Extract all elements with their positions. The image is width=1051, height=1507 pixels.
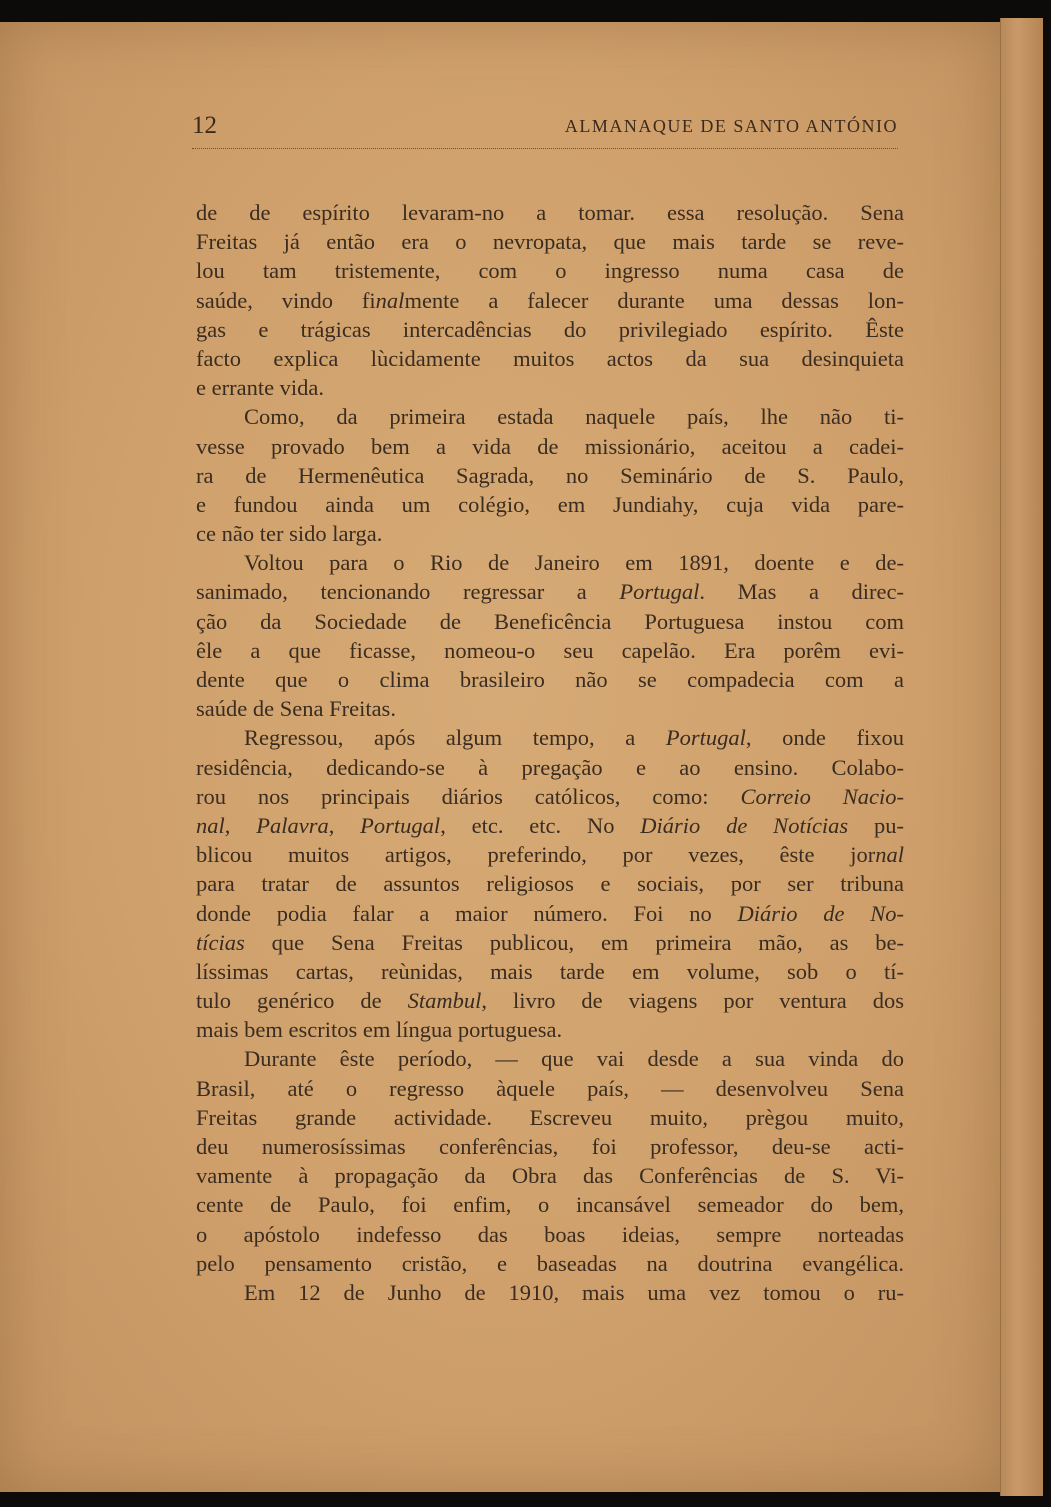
text-line: Regressou, após algum tempo, a Portugal, onde fixou [244, 725, 904, 751]
text-line: blicou muitos artigos, preferindo, por vezes, êste jornal [196, 842, 904, 868]
text-line: vamente à propagação da Obra das Conferências de S. Vi- [196, 1163, 904, 1189]
text-line: sanimado, tencionando regressar a Portugal. Mas a direc- [196, 579, 904, 605]
text-line: e fundou ainda um colégio, em Jundiahy, cuja vida pare- [196, 491, 904, 517]
text-line: para tratar de assuntos religiosos e sociais, por ser tribuna [196, 871, 904, 897]
page-header [192, 108, 898, 142]
text-line: e errante vida. [196, 375, 325, 401]
text-line: mais bem escritos em língua portuguesa. [196, 1017, 563, 1043]
text-line: Freitas já então era o nevropata, que mais tarde se reve- [196, 229, 904, 255]
header-rule [192, 148, 898, 149]
text-line: Em 12 de Junho de 1910, mais uma vez tomou o ru- [244, 1279, 904, 1305]
text-line: saúde, vindo finalmente a falecer durante uma dessas lon- [196, 287, 904, 313]
text-line: Durante êste período, — que vai desde a sua vinda do [244, 1046, 904, 1072]
page-number: 12 [192, 112, 217, 139]
text-line: êle a que ficasse, nomeou-o seu capelão. Era porêm evi- [196, 637, 904, 663]
running-title: ALMANAQUE DE SANTO ANTÓNIO [564, 116, 898, 136]
text-line: ra de Hermenêutica Sagrada, no Seminário de S. Paulo, [196, 462, 904, 488]
text-line: gas e trágicas intercadências do privilegiado espírito. Êste [196, 316, 904, 342]
text-line: ce não ter sido larga. [196, 521, 383, 547]
text-line: dente que o clima brasileiro não se compadecia com a [196, 667, 904, 692]
text-line: tulo genérico de Stambul, livro de viagens por ventura dos [196, 988, 904, 1014]
page-edge [1000, 18, 1043, 1496]
text-line: rou nos principais diários católicos, como: Correio Nacio- [196, 783, 904, 809]
text-line: vesse provado bem a vida de missionário, aceitou a cadei- [196, 433, 904, 459]
text-line: Brasil, até o regresso àquele país, — desenvolveu Sena [196, 1075, 904, 1101]
text-line: saúde de Sena Freitas. [196, 696, 396, 722]
text-line: o apóstolo indefesso das boas ideias, sempre norteadas [196, 1221, 904, 1247]
text-line: líssimas cartas, reùnidas, mais tarde em volume, sob o tí- [196, 958, 904, 984]
text-line: tícias que Sena Freitas publicou, em primeira mão, as be- [196, 929, 904, 955]
text-line: lou tam tristemente, com o ingresso numa casa de [196, 258, 904, 284]
text-line: ção da Sociedade de Beneficência Portuguesa instou com [196, 608, 904, 634]
text-line: donde podia falar a maior número. Foi no Diário de No- [196, 900, 904, 926]
text-line: Como, da primeira estada naquele país, lhe não ti- [244, 404, 904, 430]
text-line: residência, dedicando-se à pregação e ao ensino. Colabo- [196, 754, 904, 780]
text-line: nal, Palavra, Portugal, etc. etc. No Diário de Notícias pu- [196, 812, 905, 838]
text-line: Voltou para o Rio de Janeiro em 1891, doente e de- [244, 550, 904, 576]
text-line: pelo pensamento cristão, e baseadas na doutrina evangélica. [196, 1250, 904, 1276]
text-line: Freitas grande actividade. Escreveu muito, prègou muito, [196, 1104, 904, 1130]
text-line: deu numerosíssimas conferências, foi professor, deu-se acti- [196, 1134, 904, 1159]
text-line: cente de Paulo, foi enfim, o incansável semeador do bem, [196, 1192, 904, 1218]
text-line: de de espírito levaram-no a tomar. essa resolução. Sena [196, 200, 904, 225]
text-line: facto explica lùcidamente muitos actos da sua desinquieta [196, 345, 904, 371]
body-text [196, 198, 904, 1307]
